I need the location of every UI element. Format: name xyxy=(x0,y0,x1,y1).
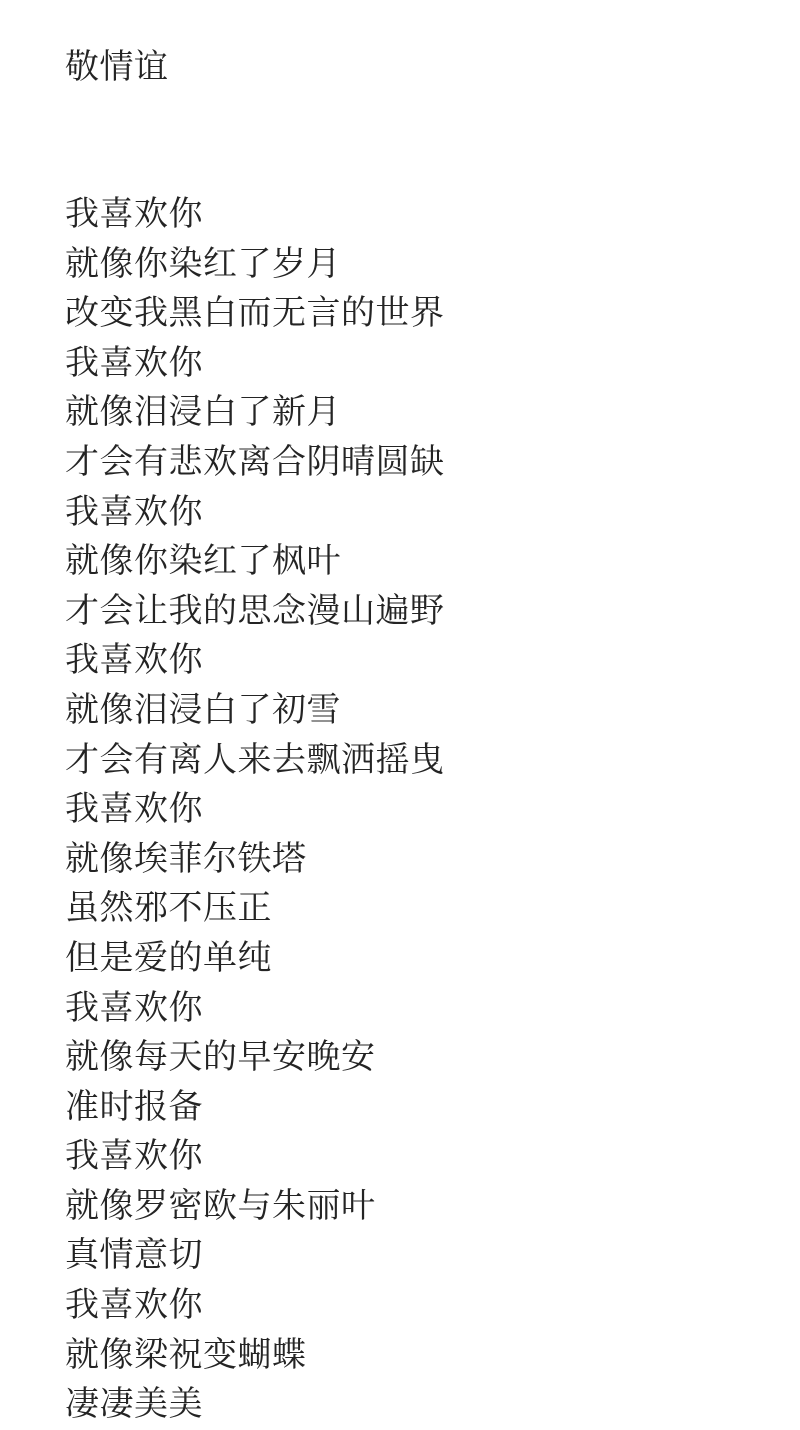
lyrics-body xyxy=(65,190,760,1430)
lyric-line: 就像罗密欧与朱丽叶 xyxy=(65,1185,376,1226)
lyric-line: 准时报备 xyxy=(65,1086,203,1127)
lyric-line: 改变我黑白而无言的世界 xyxy=(65,293,445,334)
lyric-line: 凄凄美美 xyxy=(65,1384,203,1425)
lyric-line: 就像泪浸白了初雪 xyxy=(65,689,341,730)
lyric-line: 才会有离人来去飘洒摇曳 xyxy=(65,739,445,780)
lyric-line: 我喜欢你 xyxy=(65,987,203,1028)
lyric-line: 就像泪浸白了新月 xyxy=(65,392,341,433)
lyric-line: 我喜欢你 xyxy=(65,1136,203,1177)
lyric-line: 但是爱的单纯 xyxy=(65,937,272,978)
lyric-line: 就像埃菲尔铁塔 xyxy=(65,838,307,879)
lyric-line: 才会有悲欢离合阴晴圆缺 xyxy=(65,441,445,482)
lyric-line: 才会让我的思念漫山遍野 xyxy=(65,590,445,631)
lyric-line: 我喜欢你 xyxy=(65,789,203,830)
lyric-line: 真情意切 xyxy=(65,1235,203,1276)
lyric-line: 我喜欢你 xyxy=(65,491,203,532)
lyric-line: 我喜欢你 xyxy=(65,342,203,383)
lyric-line: 虽然邪不压正 xyxy=(65,888,272,929)
lyric-line: 我喜欢你 xyxy=(65,1285,203,1326)
lyric-line: 就像你染红了岁月 xyxy=(65,243,341,284)
lyric-line: 我喜欢你 xyxy=(65,194,203,234)
lyric-line: 就像你染红了枫叶 xyxy=(65,541,341,582)
lyric-line: 我喜欢你 xyxy=(65,640,203,681)
lyric-line: 就像梁祝变蝴蝶 xyxy=(65,1334,307,1375)
page-title: 敬情谊 xyxy=(65,47,169,87)
lyric-line: 就像每天的早安晚安 xyxy=(65,1037,376,1078)
